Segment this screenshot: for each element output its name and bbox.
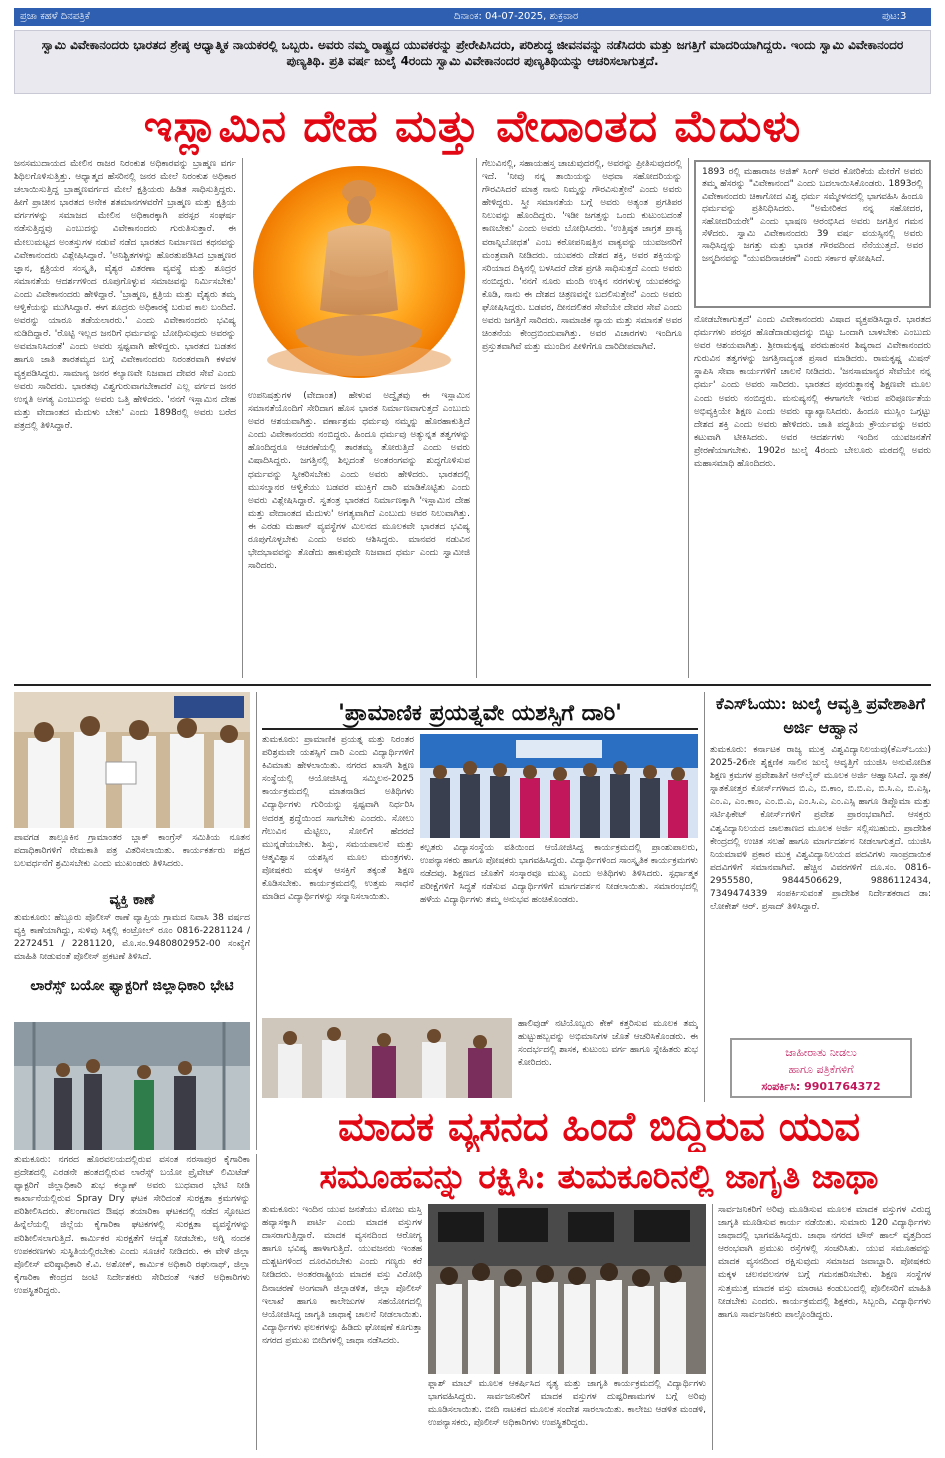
birthday-caption: ಹಾಲಿವುಡ್ ನಟಿಯೊಬ್ಬರು ಕೇಕ್ ಕತ್ತರಿಸುವ ಮೂಲಕ ತಮ್ಮ ಹುಟ್ಟುಹಬ್ಬವನ್ನು ಅಭಿಮಾನಿಗಳ ಜೊತೆ ಆಚರಿಸಿಕೊಂಡರು. ಈ ಸಂದರ್ಭದಲ್ಲಿ ಶಾಸಕ, ಕುಟುಂಬ ವರ್ಗ ಹಾಗೂ ಸ್ನೇಹಿತರು ಶುಭ ಕೋರಿದರು. — [518, 1019, 698, 1069]
missing-person-heading: ವ್ಯಕ್ತಿ ಕಾಣೆ — [109, 892, 155, 908]
column-divider — [242, 158, 243, 678]
story-left-text1: ಪಾವಗಡ ತಾಲ್ಲೂಕಿನ ಗ್ರಾಮಾಂತರ ಬ್ಲಾಕ್ ಕಾಂಗ್ರೆಸ್ ಸಮಿತಿಯ ನೂತನ ಪದಾಧಿಕಾರಿಗಳಿಗೆ ನೇಮಕಾತಿ ಪತ್ರ ವಿತರಿಸಲಾಯಿತು. ಕಾರ್ಯಕರ್ತರು ಪಕ್ಷದ ಬಲವರ್ಧನೆಗೆ ಶ್ರಮಿಸಬೇಕು ಎಂದು ಮುಖಂಡರು ತಿಳಿಸಿದರು. — [14, 833, 250, 870]
rally-photo-text: ಫ್ಲಾಶ್ ಮಾಬ್ ಮೂಲಕ ಆಕರ್ಷಿಸಿದ ನೃತ್ಯ ಮತ್ತು ಜಾಗೃತಿ ಕಾರ್ಯಕ್ರಮದಲ್ಲಿ ವಿದ್ಯಾರ್ಥಿಗಳು ಭಾಗವಹಿಸಿದ್ದರು. ಸಾರ್ವಜನಿಕರಿಗೆ ಮಾದಕ ವಸ್ತುಗಳ ದುಷ್ಪರಿಣಾಮಗಳ ಬಗ್ಗೆ ಅರಿವು ಮೂಡಿಸಲಾಯಿತು. ಬೀದಿ ನಾಟಕದ ಮೂಲಕ ಸಂದೇಶ ಸಾರಲಾಯಿತು. ಕಾಲೇಜು ಆಡಳಿತ ಮಂಡಳಿ, ಉಪನ್ಯಾಸಕರು, ಪೊಲೀಸ್ ಅಧಿಕಾರಿಗಳು ಉಪಸ್ಥಿತರಿದ್ದರು. — [428, 1379, 706, 1429]
rally-photo — [428, 1204, 706, 1374]
ad-phone: ಸಂಪರ್ಕಿಸಿ: 9901764372 — [761, 1080, 881, 1093]
factory-photo — [14, 1022, 250, 1150]
main-headline: ಇಸ್ಲಾಮಿನ ದೇಹ ಮತ್ತು ವೇದಾಂತದ ಮೆದುಳು — [143, 101, 802, 152]
intro-text: ಸ್ವಾಮಿ ವಿವೇಕಾನಂದರು ಭಾರತದ ಶ್ರೇಷ್ಠ ಆಧ್ಯಾತ್ಮಿಕ ನಾಯಕರಲ್ಲಿ ಒಬ್ಬರು. ಅವರು ನಮ್ಮ ರಾಷ್ಟ್ರದ ಯುವಕರನ್ನು ಪ್ರೇರೇಪಿಸಿದರು, ಪರಿಶುದ್ಧ ಜೀವನವನ್ನು ನಡೆಸಿದರು ಮತ್ತು ಜಗತ್ತಿಗೆ ಮಾದರಿಯಾಗಿದ್ದರು. ಇಂದು ಸ್ವಾಮಿ ವಿವೇಕಾನಂದರ ಪುಣ್ಯತಿಥಿ. ಪ್ರತಿ ವರ್ಷ ಜುಲೈ 4ರಂದು ಸ್ವಾಮಿ ವಿವೇಕಾನಂದರ ಪುಣ್ಯತಿಥಿಯನ್ನು ಆಚರಿಸಲಾಗುತ್ತದೆ. — [41, 38, 904, 68]
factory-visit-text: ತುಮಕೂರು: ನಗರದ ಹೊರವಲಯದಲ್ಲಿರುವ ವಸಂತ ನರಸಾಪುರ ಕೈಗಾರಿಕಾ ಪ್ರದೇಶದಲ್ಲಿ ಎರಡನೇ ಹಂತದಲ್ಲಿರುವ ಲಾರೆಸ್ಸ್ ಬಯೋ ಪ್ರೈವೇಟ್ ಲಿಮಿಟೆಡ್ ಫ್ಯಾಕ್ಟರಿಗೆ ಜಿಲ್ಲಾಧಿಕಾರಿ ಶುಭ ಕಲ್ಯಾಣ್ ಅವರು ಬುಧವಾರ ಭೇಟಿ ನೀಡಿ ಕಾರ್ಖಾನೆಯಲ್ಲಿರುವ Spray Dry ಘಟಕ ಸೇರಿದಂತೆ ಸುರಕ್ಷತಾ ಕ್ರಮಗಳನ್ನು ಪರಿಶೀಲಿಸಿದರು. ತೆಲಂಗಾಣದ ಔಷಧ ತಯಾರಿಕಾ ಘಟಕದಲ್ಲಿ ನಡೆದ ಸ್ಫೋಟದ ಹಿನ್ನೆಲೆಯಲ್ಲಿ ಜಿಲ್ಲೆಯ ಕೈಗಾರಿಕಾ ಘಟಕಗಳಲ್ಲಿ ಸುರಕ್ಷತಾ ವ್ಯವಸ್ಥೆಗಳನ್ನು ಪರಿಶೀಲಿಸಲಾಗುತ್ತಿದೆ. ಕಾರ್ಮಿಕರ ಸುರಕ್ಷತೆಗೆ ಆದ್ಯತೆ ನೀಡಬೇಕು, ಅಗ್ನಿ ನಂದಕ ಉಪಕರಣಗಳು ಸುಸ್ಥಿತಿಯಲ್ಲಿರಬೇಕು ಎಂದು ಸೂಚನೆ ನೀಡಿದರು. ಈ ವೇಳೆ ಜಿಲ್ಲಾ ಪೊಲೀಸ್ ವರಿಷ್ಠಾಧಿಕಾರಿ ಕೆ.ವಿ. ಅಶೋಕ್, ಕಾರ್ಮಿಕ ಅಧಿಕಾರಿ ರಘುನಾಥ್, ಜಿಲ್ಲಾ ಕೈಗಾರಿಕಾ ಕೇಂದ್ರದ ಜಂಟಿ ನಿರ್ದೇಶಕರು ಸೇರಿದಂತೆ ಇತರೆ ಅಧಿಕಾರಿಗಳು ಉಪಸ್ಥಿತರಿದ್ದರು. — [14, 1155, 250, 1296]
paper-name: ಪ್ರಜಾ ಕಹಳೆ ದಿನಪತ್ರಿಕೆ — [20, 11, 90, 22]
column-divider — [704, 692, 705, 1102]
awareness-rally-photo — [428, 1204, 706, 1374]
ad-line2: ಹಾಗೂ ಪತ್ರಿಕೆಗಳಿಗೆ — [788, 1063, 854, 1076]
birthday-photo — [262, 1018, 512, 1098]
main-article-col2: ಉಪನಿಷತ್ತುಗಳ (ವೇದಾಂತ) ಹೇಳುವ ಅದ್ವೈತವು ಈ ಇಸ್ಲಾಮಿನ ಸಮಾನತೆಯೊಂದಿಗೆ ಸೇರಿದಾಗ ಹೊಸ ಭಾರತ ನಿರ್ಮಾಣವಾಗುತ್ತದೆ ಎಂಬುದು ಅವರ ಆಶಯವಾಗಿತ್ತು. ವರ್ಣಾಶ್ರಮ ಧರ್ಮವು ನಮ್ಮನ್ನು ಹೊರಹಾಕುತ್ತಿದೆ ಎಂದು ವಿವೇಕಾನಂದರು ನಂಬಿದ್ದರು. ಹಿಂದೂ ಧರ್ಮವು ಅತ್ಯುನ್ನತ ತತ್ವಗಳನ್ನು ಹೊಂದಿದ್ದರೂ ಆಚರಣೆಯಲ್ಲಿ ತಾರತಮ್ಯ ತೋರುತ್ತಿದೆ ಎಂದು ಅವರು ವಿಷಾದಿಸಿದ್ದರು. ಜಗತ್ತಿನಲ್ಲಿ ಶಿಲ್ಪದಂತೆ ಅಂತರಂಗವನ್ನು ಶುದ್ಧಗೊಳಿಸುವ ಧರ್ಮವನ್ನು ಸ್ವೀಕರಿಸಬೇಕು ಎಂದು ಅವರು ಹೇಳಿದರು. ಭಾರತದಲ್ಲಿ ಮುಸಲ್ಮಾನರ ಆಳ್ವಿಕೆಯು ಬಡವರ ಮುಕ್ತಿಗೆ ದಾರಿ ಮಾಡಿಕೊಟ್ಟಿತು ಎಂದು ಅವರು ವಿಶ್ಲೇಷಿಸಿದ್ದಾರೆ. ಸ್ವತಂತ್ರ ಭಾರತದ ನಿರ್ಮಾಣಕ್ಕಾಗಿ 'ಇಸ್ಲಾಮಿನ ದೇಹ ಮತ್ತು ವೇದಾಂತದ ಮೆದುಳು' ಅಗತ್ಯವಾಗಿದೆ ಎಂಬುದು ಅವರ ನಿಲುವಾಗಿತ್ತು. ಈ ಎರಡು ಮಹಾನ್ ವ್ಯವಸ್ಥೆಗಳ ಮಿಲನದ ಮೂಲಕವೇ ಭಾರತದ ಭವಿಷ್ಯ ರೂಪುಗೊಳ್ಳಬೇಕು ಎಂದು ಅವರು ಆಶಿಸಿದ್ದರು. ಮಾನವರ ನಡುವಿನ ಭೇದಭಾವವನ್ನು ತೊಡೆದು ಹಾಕುವುದೇ ನಿಜವಾದ ಧರ್ಮ ಎಂದು ಸ್ವಾಮೀಜಿ ಸಾರಿದರು. — [248, 391, 470, 572]
ad-line1: ಜಾಹೀರಾತು ನೀಡಲು — [785, 1046, 857, 1059]
pramanika-headline: 'ಪ್ರಾಮಾಣಿಕ ಪ್ರಯತ್ನವೇ ಯಶಸ್ಸಿಗೆ ದಾರಿ' — [262, 696, 698, 730]
ksou-text: ತುಮಕೂರು: ಕರ್ನಾಟಕ ರಾಜ್ಯ ಮುಕ್ತ ವಿಶ್ವವಿದ್ಯಾನಿಲಯವು(ಕೆಎಸ್‌ಒಯು) 2025-26ನೇ ಶೈಕ್ಷಣಿಕ ಸಾಲಿನ ಜುಲೈ ಆವೃತ್ತಿಗೆ ಯುಜಿಸಿ ಅನುಮೋದಿತ ಶಿಕ್ಷಣ ಕ್ರಮಗಳ ಪ್ರವೇಶಾತಿಗೆ ಆನ್‌ಲೈನ್ ಮೂಲಕ ಅರ್ಜಿ ಆಹ್ವಾನಿಸಿದೆ. ಸ್ನಾತಕ/ಸ್ನಾತಕೋತ್ತರ ಕೋರ್ಸ್‌ಗಳಾದ ಬಿ.ಎ, ಬಿ.ಕಾಂ, ಬಿ.ಬಿ.ಎ, ಬಿ.ಸಿ.ಎ, ಬಿ.ಎಸ್ಸಿ, ಎಂ.ಎ, ಎಂ.ಕಾಂ, ಎಂ.ಬಿ.ಎ, ಎಂ.ಸಿ.ಎ, ಎಂ.ಎಸ್ಸಿ ಹಾಗೂ ಡಿಪ್ಲೊಮಾ ಮತ್ತು ಸರ್ಟಿಫಿಕೇಟ್ ಕೋರ್ಸ್‌ಗಳಿಗೆ ಪ್ರವೇಶ ಪ್ರಾರಂಭವಾಗಿದೆ. ಆಸಕ್ತರು ವಿಶ್ವವಿದ್ಯಾನಿಲಯದ ಜಾಲತಾಣದ ಮೂಲಕ ಅರ್ಜಿ ಸಲ್ಲಿಸಬಹುದು. ಪ್ರಾದೇಶಿಕ ಕೇಂದ್ರದಲ್ಲಿ ಉಚಿತ ಸಲಹೆ ಹಾಗೂ ಮಾರ್ಗದರ್ಶನ ನೀಡಲಾಗುತ್ತದೆ. ಯುಜಿಸಿ ನಿಯಮಾವಳಿ ಪ್ರಕಾರ ಮುಕ್ತ ವಿಶ್ವವಿದ್ಯಾನಿಲಯದ ಪದವಿಗಳು ಸಾಂಪ್ರದಾಯಿಕ ಪದವಿಗಳಿಗೆ ಸಮಾನವಾಗಿವೆ. ಹೆಚ್ಚಿನ ವಿವರಗಳಿಗೆ ದೂ.ಸಂ. 0816-2955580, 9844506629, 9886112434, 7349474339 ಸಂಪರ್ಕಿಸುವಂತೆ ಪ್ರಾದೇಶಿಕ ನಿರ್ದೇಶಕರಾದ ಡಾ: ಲೋಕೇಶ್ ಆರ್. ಪ್ರಸಾದ್ ತಿಳಿಸಿದ್ದಾರೆ. — [710, 745, 931, 913]
ksou-headline: ಕೆಎಸ್‌ಓಯು: ಜುಲೈ ಆವೃತ್ತಿ ಪ್ರವೇಶಾತಿಗೆ ಅರ್ಜಿ ಆಹ್ವಾನ — [715, 694, 926, 737]
pramanika-col-a: ತುಮಕೂರು: ಪ್ರಾಮಾಣಿಕ ಪ್ರಯತ್ನ ಮತ್ತು ನಿರಂತರ ಪರಿಶ್ರಮವೇ ಯಶಸ್ಸಿಗೆ ದಾರಿ ಎಂದು ವಿದ್ಯಾರ್ಥಿಗಳಿಗೆ ಕಿವಿಮಾತು ಹೇಳಲಾಯಿತು. ನಗರದ ಖಾಸಗಿ ಶಿಕ್ಷಣ ಸಂಸ್ಥೆಯಲ್ಲಿ ಆಯೋಜಿಸಿದ್ದ ಸಮ್ಮಿಲನ-2025 ಕಾರ್ಯಕ್ರಮದಲ್ಲಿ ಮಾತನಾಡಿದ ಅತಿಥಿಗಳು ವಿದ್ಯಾರ್ಥಿಗಳು ಗುರಿಯನ್ನು ಸ್ಪಷ್ಟವಾಗಿ ನಿರ್ಧರಿಸಿ ಅದರತ್ತ ಶ್ರದ್ಧೆಯಿಂದ ಸಾಗಬೇಕು ಎಂದರು. ಸೋಲು ಗೆಲುವಿನ ಮೆಟ್ಟಿಲು, ಸೋಲಿಗೆ ಹೆದರದೆ ಮುನ್ನಡೆಯಬೇಕು. ಶಿಸ್ತು, ಸಮಯಪಾಲನೆ ಮತ್ತು ಆತ್ಮವಿಶ್ವಾಸ ಯಶಸ್ಸಿನ ಮೂಲ ಮಂತ್ರಗಳು. ಪೋಷಕರು ಮಕ್ಕಳ ಆಸಕ್ತಿಗೆ ತಕ್ಕಂತೆ ಶಿಕ್ಷಣ ಕೊಡಿಸಬೇಕು. ಕಾರ್ಯಕ್ರಮದಲ್ಲಿ ಉತ್ತಮ ಸಾಧನೆ ಮಾಡಿದ ವಿದ್ಯಾರ್ಥಿಗಳನ್ನು ಸನ್ಮಾನಿಸಲಾಯಿತು. — [262, 735, 414, 903]
masthead-bar — [14, 8, 931, 26]
newspaper-page — [14, 8, 931, 1450]
pramanika-photo — [420, 734, 698, 838]
missing-person-text: ತುಮಕೂರು: ಹೆಬ್ಬೂರು ಪೊಲೀಸ್ ಠಾಣೆ ವ್ಯಾಪ್ತಿಯ ಗ್ರಾಮದ ನಿವಾಸಿ 38 ವರ್ಷದ ವ್ಯಕ್ತಿ ಕಾಣೆಯಾಗಿದ್ದು, ಸುಳಿವು ಸಿಕ್ಕಲ್ಲಿ ಕಂಟ್ರೋಲ್ ರೂಂ 0816-2281124 / 2272451 / 2281120, ಮೊ.ಸಂ.9480802952-00 ಸಂಖ್ಯೆಗೆ ಮಾಹಿತಿ ನೀಡುವಂತೆ ಪೊಲೀಸ್ ಪ್ರಕಟಣೆ ತಿಳಿಸಿದೆ. — [14, 913, 250, 963]
info-box — [694, 160, 931, 308]
vivekananda-illustration — [248, 160, 470, 388]
group-photo — [14, 692, 250, 828]
main-article-col3: ಗೆಲುವಿನಲ್ಲಿ, ಸಹಾಯಹಸ್ತ ಚಾಚುವುದರಲ್ಲಿ, ಅವರನ್ನು ಪ್ರೀತಿಸುವುದರಲ್ಲಿ ಇದೆ. 'ನೀವು ನನ್ನ ತಾಯಿಯನ್ನು ಅಥವಾ ಸಹೋದರಿಯನ್ನು ಗೌರವಿಸಿದರೆ ಮಾತ್ರ ನಾನು ನಿಮ್ಮನ್ನು ಗೌರವಿಸುತ್ತೇನೆ' ಎಂದು ಅವರು ಹೇಳಿದ್ದರು. ಸ್ತ್ರೀ ಸಮಾನತೆಯ ಬಗ್ಗೆ ಅವರು ಅತ್ಯಂತ ಪ್ರಗತಿಪರ ನಿಲುವನ್ನು ಹೊಂದಿದ್ದರು. 'ಇಡೀ ಜಗತ್ತನ್ನು ಒಂದು ಕುಟುಂಬದಂತೆ ಕಾಣಬೇಕು' ಎಂದು ಅವರು ಬೋಧಿಸಿದರು. 'ಉತ್ತಿಷ್ಠತ ಜಾಗ್ರತ ಪ್ರಾಪ್ಯ ವರಾನ್ನಿಬೋಧತ' ಎಂಬ ಕಠೋಪನಿಷತ್ತಿನ ವಾಕ್ಯವನ್ನು ಯುವಜನರಿಗೆ ಮಂತ್ರವಾಗಿ ನೀಡಿದರು. ಯುವಕರು ದೇಶದ ಶಕ್ತಿ, ಅವರ ಶಕ್ತಿಯನ್ನು ಸರಿಯಾದ ದಿಕ್ಕಿನಲ್ಲಿ ಬಳಸಿದರೆ ದೇಶ ಪ್ರಗತಿ ಸಾಧಿಸುತ್ತದೆ ಎಂದು ಅವರು ನಂಬಿದ್ದರು. 'ನನಗೆ ನೂರು ಮಂದಿ ಉಕ್ಕಿನ ನರಗಳುಳ್ಳ ಯುವಕರನ್ನು ಕೊಡಿ, ನಾನು ಈ ದೇಶದ ಚಿತ್ರಣವನ್ನೇ ಬದಲಿಸುತ್ತೇನೆ' ಎಂದು ಅವರು ಘೋಷಿಸಿದ್ದರು. ಬಡವರ, ದೀನದಲಿತರ ಸೇವೆಯೇ ದೇವರ ಸೇವೆ ಎಂದು ಅವರು ಜಗತ್ತಿಗೆ ಸಾರಿದರು. ಸಾಮಾಜಿಕ ನ್ಯಾಯ ಮತ್ತು ಸಮಾನತೆ ಅವರ ಚಿಂತನೆಯ ಕೇಂದ್ರಬಿಂದುವಾಗಿತ್ತು. ಅವರ ವಿಚಾರಗಳು ಇಂದಿಗೂ ಪ್ರಸ್ತುತವಾಗಿವೆ ಮತ್ತು ಮುಂದಿನ ಪೀಳಿಗೆಗೂ ದಾರಿದೀಪವಾಗಿವೆ. — [482, 159, 682, 353]
stage-group-photo — [420, 734, 698, 838]
ad-box — [730, 1038, 912, 1098]
column-divider — [476, 158, 477, 678]
event-photo-left — [14, 692, 250, 828]
pramanika-col-b: ಕಲ್ಪತರು ವಿದ್ಯಾಸಂಸ್ಥೆಯ ವತಿಯಿಂದ ಆಯೋಜಿಸಿದ್ದ ಕಾರ್ಯಕ್ರಮದಲ್ಲಿ ಪ್ರಾಂಶುಪಾಲರು, ಉಪನ್ಯಾಸಕರು ಹಾಗೂ ಪೋಷಕರು ಭಾಗವಹಿಸಿದ್ದರು. ವಿದ್ಯಾರ್ಥಿಗಳಿಂದ ಸಾಂಸ್ಕೃತಿಕ ಕಾರ್ಯಕ್ರಮಗಳು ನಡೆದವು. ಶಿಕ್ಷಣದ ಜೊತೆಗೆ ಸಂಸ್ಕಾರವೂ ಮುಖ್ಯ ಎಂದು ಅತಿಥಿಗಳು ತಿಳಿಸಿದರು. ಸ್ಪರ್ಧಾತ್ಮಕ ಪರೀಕ್ಷೆಗಳಿಗೆ ಸಿದ್ಧತೆ ನಡೆಸುವ ವಿದ್ಯಾರ್ಥಿಗಳಿಗೆ ಮಾರ್ಗದರ್ಶನ ನೀಡಲಾಯಿತು. ಸಮಾರಂಭದಲ್ಲಿ ಹಳೆಯ ವಿದ್ಯಾರ್ಥಿಗಳು ತಮ್ಮ ಅನುಭವ ಹಂಚಿಕೊಂಡರು. — [420, 843, 698, 906]
drug-headline-line1: ಮಾದಕ ವ್ಯಸನದ ಹಿಂದೆ ಬಿದ್ದಿರುವ ಯುವ — [337, 1103, 861, 1150]
drug-article-col2: ಸಾರ್ವಜನಿಕರಿಗೆ ಅರಿವು ಮೂಡಿಸುವ ಮೂಲಕ ಮಾದಕ ವಸ್ತುಗಳ ವಿರುದ್ಧ ಜಾಗೃತಿ ಮೂಡಿಸುವ ಕಾರ್ಯ ನಡೆಯಿತು. ಸುಮಾರು 120 ವಿದ್ಯಾರ್ಥಿಗಳು ಜಾಥಾದಲ್ಲಿ ಭಾಗವಹಿಸಿದ್ದರು. ಜಾಥಾ ನಗರದ ಟೌನ್ ಹಾಲ್ ವೃತ್ತದಿಂದ ಆರಂಭವಾಗಿ ಪ್ರಮುಖ ರಸ್ತೆಗಳಲ್ಲಿ ಸಂಚರಿಸಿತು. ಯುವ ಸಮೂಹವನ್ನು ಮಾದಕ ವ್ಯಸನದಿಂದ ರಕ್ಷಿಸುವುದು ಸಮಾಜದ ಜವಾಬ್ದಾರಿ. ಪೋಷಕರು ಮಕ್ಕಳ ಚಲನವಲನಗಳ ಬಗ್ಗೆ ಗಮನಹರಿಸಬೇಕು. ಶಿಕ್ಷಣ ಸಂಸ್ಥೆಗಳ ಸುತ್ತಮುತ್ತ ಮಾದಕ ವಸ್ತು ಮಾರಾಟ ಕಂಡುಬಂದಲ್ಲಿ ಪೊಲೀಸರಿಗೆ ಮಾಹಿತಿ ನೀಡಬೇಕು ಎಂದರು. ಕಾರ್ಯಕ್ರಮದಲ್ಲಿ ಶಿಕ್ಷಕರು, ಸಿಬ್ಬಂದಿ, ವಿದ್ಯಾರ್ಥಿಗಳು ಹಾಗೂ ಸಾರ್ವಜನಿಕರು ಪಾಲ್ಗೊಂಡಿದ್ದರು. — [718, 1205, 931, 1320]
column-divider — [256, 692, 257, 1150]
factory-visit-heading: ಲಾರೆಸ್ಸ್ ಬಯೋ ಫ್ಯಾಕ್ಟರಿಗೆ ಜಿಲ್ಲಾಧಿಕಾರಿ ಭೇಟಿ — [30, 978, 234, 994]
intro-box — [14, 30, 931, 94]
page-number: ಪುಟ:3 — [882, 11, 907, 22]
main-article-col4: ನೋಡಬೇಕಾಗುತ್ತದೆ' ಎಂದು ವಿವೇಕಾನಂದರು ವಿಷಾದ ವ್ಯಕ್ತಪಡಿಸಿದ್ದಾರೆ. ಭಾರತದ ಧರ್ಮಗಳು ಪರಸ್ಪರ ಹೊಡೆದಾಡುವುದನ್ನು ಬಿಟ್ಟು ಒಂದಾಗಿ ಬಾಳಬೇಕು ಎಂಬುದು ಅವರ ಆಶಯವಾಗಿತ್ತು. ಶ್ರೀರಾಮಕೃಷ್ಣ ಪರಮಹಂಸರ ಶಿಷ್ಯರಾದ ವಿವೇಕಾನಂದರು ಗುರುವಿನ ತತ್ವಗಳನ್ನು ಜಗತ್ತಿನಾದ್ಯಂತ ಪ್ರಸಾರ ಮಾಡಿದರು. ರಾಮಕೃಷ್ಣ ಮಿಷನ್ ಸ್ಥಾಪಿಸಿ ಸೇವಾ ಕಾರ್ಯಗಳಿಗೆ ಚಾಲನೆ ನೀಡಿದರು. 'ಜನಸಾಮಾನ್ಯರ ಸೇವೆಯೇ ನನ್ನ ಧರ್ಮ' ಎಂದು ಅವರು ಸಾರಿದರು. ಭಾರತದ ಪುನರುತ್ಥಾನಕ್ಕೆ ಶಿಕ್ಷಣವೇ ಮೂಲ ಎಂದು ಅವರು ನಂಬಿದ್ದರು. ಮನುಷ್ಯನಲ್ಲಿ ಈಗಾಗಲೇ ಇರುವ ಪರಿಪೂರ್ಣತೆಯ ಅಭಿವ್ಯಕ್ತಿಯೇ ಶಿಕ್ಷಣ ಎಂದು ಅವರು ವ್ಯಾಖ್ಯಾನಿಸಿದರು. ಹಿಂದೂ ಮುಸ್ಲಿಂ ಒಗ್ಗಟ್ಟು ದೇಶದ ಶಕ್ತಿ ಎಂದು ಅವರು ಹೇಳಿದರು. ಜಾತಿ ಪದ್ಧತಿಯ ಕ್ರೌರ್ಯವನ್ನು ಅವರು ಕಟುವಾಗಿ ಟೀಕಿಸಿದರು. ಅವರ ಆದರ್ಶಗಳು ಇಂದಿನ ಯುವಜನತೆಗೆ ಪ್ರೇರಣೆಯಾಗಬೇಕು. 1902ರ ಜುಲೈ 4ರಂದು ಬೇಲೂರು ಮಠದಲ್ಲಿ ಅವರು ಮಹಾಸಮಾಧಿ ಹೊಂದಿದರು. — [694, 315, 931, 470]
info-box-text: 1893 ರಲ್ಲಿ ಮಹಾರಾಜ ಅಜಿತ್ ಸಿಂಗ್ ಅವರ ಕೋರಿಕೆಯ ಮೇರೆಗೆ ಅವರು ತಮ್ಮ ಹೆಸರನ್ನು "ವಿವೇಕಾನಂದ" ಎಂದು ಬದಲಾಯಿಸಿಕೊಂಡರು. 1893ರಲ್ಲಿ ವಿವೇಕಾನಂದರು ಚಿಕಾಗೋದ ವಿಶ್ವ ಧರ್ಮ ಸಮ್ಮೇಳನದಲ್ಲಿ ಭಾಗವಹಿಸಿ ಹಿಂದೂ ಧರ್ಮವನ್ನು ಪ್ರತಿನಿಧಿಸಿದರು. "ಅಮೇರಿಕದ ನನ್ನ ಸಹೋದರ, ಸಹೋದರಿಯರೇ" ಎಂದು ಭಾಷಣ ಆರಂಭಿಸಿದ ಅವರು ಜಗತ್ತಿನ ಗಮನ ಸೆಳೆದರು. ಸ್ವಾಮಿ ವಿವೇಕಾನಂದರು 39 ವರ್ಷ ವಯಸ್ಸಿನಲ್ಲಿ ಅವರು ಸಾಧಿಸಿದ್ದನ್ನು ಜಗತ್ತು ಮತ್ತು ಭಾರತ ಗೌರವದಿಂದ ನೆನೆಯುತ್ತದೆ. ಅವರ ಜನ್ಮದಿನವನ್ನು "ಯುವದಿನಾಚರಣೆ" ಎಂದು ಸರ್ಕಾರ ಘೋಷಿಸಿದೆ. — [702, 167, 923, 264]
column-divider — [688, 158, 689, 678]
vivekananda-photo — [248, 160, 470, 388]
celebration-photo — [262, 1018, 512, 1098]
drug-article-col1: ತುಮಕೂರು: ಇಂದಿನ ಯುವ ಜನತೆಯು ಮೋಜು ಮಸ್ತಿ ಹವ್ಯಾಸಕ್ಕಾಗಿ ಪಾರ್ಟಿ ಎಂದು ಮಾದಕ ವಸ್ತುಗಳ ದಾಸರಾಗುತ್ತಿದ್ದಾರೆ. ಮಾದಕ ವ್ಯಸನದಿಂದ ಆರೋಗ್ಯ ಹಾಗೂ ಭವಿಷ್ಯ ಹಾಳಾಗುತ್ತಿದೆ. ಯುವಜನರು ಇಂತಹ ದುಶ್ಚಟಗಳಿಂದ ದೂರವಿರಬೇಕು ಎಂದು ಗಣ್ಯರು ಕರೆ ನೀಡಿದರು. ಅಂತರರಾಷ್ಟ್ರೀಯ ಮಾದಕ ವಸ್ತು ವಿರೋಧಿ ದಿನಾಚರಣೆ ಅಂಗವಾಗಿ ಜಿಲ್ಲಾಡಳಿತ, ಜಿಲ್ಲಾ ಪೊಲೀಸ್ ಇಲಾಖೆ ಹಾಗೂ ಕಾಲೇಜುಗಳ ಸಹಯೋಗದಲ್ಲಿ ಆಯೋಜಿಸಿದ್ದ ಜಾಗೃತಿ ಜಾಥಾಕ್ಕೆ ಚಾಲನೆ ನೀಡಲಾಯಿತು. ವಿದ್ಯಾರ್ಥಿಗಳು ಫಲಕಗಳನ್ನು ಹಿಡಿದು ಘೋಷಣೆ ಕೂಗುತ್ತಾ ನಗರದ ಪ್ರಮುಖ ಬೀದಿಗಳಲ್ಲಿ ಜಾಥಾ ನಡೆಸಿದರು. — [262, 1205, 422, 1346]
drug-headline-line2: ಸಮೂಹವನ್ನು ರಕ್ಷಿಸಿ: ತುಮಕೂರಿನಲ್ಲಿ ಜಾಗೃತಿ ಜಾಥಾ — [319, 1157, 879, 1196]
date-line: ದಿನಾಂಕ: 04-07-2025, ಶುಕ್ರವಾರ — [454, 11, 579, 22]
main-article-col1: ಜನಸಮುದಾಯದ ಮೇಲಿನ ರಾಜರ ನಿರಂಕುಶ ಅಧಿಕಾರವನ್ನು ಬ್ರಾಹ್ಮಣ ವರ್ಗ ಶಿಥಿಲಗೊಳಿಸುತ್ತಿತ್ತು. ಆಧ್ಯಾತ್ಮದ ಹೆಸರಿನಲ್ಲಿ ಜನರ ಮೇಲೆ ನಿರಂಕುಶ ಅಧಿಕಾರ ಚಲಾಯಿಸುತ್ತಿದ್ದ ಬ್ರಾಹ್ಮಣವರ್ಗದ ಮೇಲೆ ಕ್ಷತ್ರಿಯರು ಹಿಡಿತ ಸಾಧಿಸುತ್ತಿದ್ದರು. ಹೀಗೆ ಪ್ರಾಚೀನ ಭಾರತದ ಅನೇಕ ಶತಮಾನಗಳವರೆಗೆ ಬ್ರಾಹ್ಮಣ ಮತ್ತು ಕ್ಷತ್ರಿಯ ವರ್ಗಗಳನ್ನು ಸಮಾಜದ ಮೇಲಿನ ಅಧಿಕಾರಕ್ಕಾಗಿ ಪರಸ್ಪರ ಸಂಘರ್ಷ ನಡೆಸುತ್ತಿದ್ದವು ಎಂಬುದನ್ನು ವಿವೇಕಾನಂದರು ಗುರುತಿಸುತ್ತಾರೆ. ಈ ಮೇಲುಮಟ್ಟದ ಅಂತಸ್ತುಗಳ ನಡುವೆ ನಡೆದ ಭಾರತದ ನಿರ್ಮಾಣದ ಕಥನವನ್ನು ವಿವೇಕಾನಂದರು ವಿಶ್ಲೇಷಿಸಿದ್ದಾರೆ. 'ಅನಿಶ್ಚಿತಗಳನ್ನು ಹೊರತುಪಡಿಸಿದ ಬ್ರಾಹ್ಮಣರ ಜ್ಞಾನ, ಕ್ಷತ್ರಿಯರ ಸಂಸ್ಕೃತಿ, ವೈಶ್ಯರ ವಿತರಣಾ ವ್ಯವಸ್ಥೆ ಮತ್ತು ಶೂದ್ರರ ಸಮಾನತೆಯ ಆದರ್ಶಗಳಿಂದ ರೂಪುಗೊಳ್ಳುವ ಸಮಾಜವನ್ನು ನಿರ್ಮಿಸಬೇಕು' ಎಂದು ವಿವೇಕಾನಂದರು ಹೇಳಿದ್ದಾರೆ. 'ಬ್ರಾಹ್ಮಣ, ಕ್ಷತ್ರಿಯ ಮತ್ತು ವೈಶ್ಯರು ತಮ್ಮ ಆಳ್ವಿಕೆಯನ್ನು ಮುಗಿಸಿದ್ದಾರೆ. ಈಗ ಶೂದ್ರರು ಅಧಿಕಾರಕ್ಕೆ ಬರುವ ಕಾಲ ಬಂದಿದೆ. ಅವರನ್ನು ಯಾರೂ ತಡೆಯಲಾರರು.' ಎಂದು ವಿವೇಕಾನಂದರು ಭವಿಷ್ಯ ನುಡಿದಿದ್ದಾರೆ. 'ರೊಟ್ಟಿ ಇಲ್ಲದ ಜನರಿಗೆ ಧರ್ಮವನ್ನು ಬೋಧಿಸುವುದು ಅವರನ್ನು ಅವಮಾನಿಸಿದಂತೆ' ಎಂದು ಅವರು ಸ್ಪಷ್ಟವಾಗಿ ಹೇಳಿದ್ದರು. ಭಾರತದ ಬಡತನ ಹಾಗೂ ಜಾತಿ ತಾರತಮ್ಯದ ಬಗ್ಗೆ ವಿವೇಕಾನಂದರು ನಿರಂತರವಾಗಿ ಕಳವಳ ವ್ಯಕ್ತಪಡಿಸಿದ್ದರು. ಸಾಮಾನ್ಯ ಜನರ ಕಲ್ಯಾಣವೇ ನಿಜವಾದ ದೇವರ ಸೇವೆ ಎಂದು ಅವರು ಸಾರಿದರು. ಭಾರತವು ವಿಶ್ವಗುರುವಾಗಬೇಕಾದರೆ ಎಲ್ಲ ವರ್ಗದ ಜನರ ಉನ್ನತಿ ಅಗತ್ಯ ಎಂಬುದನ್ನು ಅವರು ಒತ್ತಿ ಹೇಳಿದರು. 'ನನಗೆ ಇಸ್ಲಾಮಿನ ದೇಹ ಮತ್ತು ವೇದಾಂತದ ಮೆದುಳು ಬೇಕು' ಎಂದು 1898ರಲ್ಲಿ ಅವರು ಬರೆದ ಪತ್ರದಲ್ಲಿ ತಿಳಿಸಿದ್ದಾರೆ. — [14, 159, 236, 431]
column-divider — [712, 1204, 713, 1450]
column-divider — [256, 1154, 257, 1450]
section-divider — [14, 684, 931, 686]
factory-visit-photo — [14, 1022, 250, 1150]
